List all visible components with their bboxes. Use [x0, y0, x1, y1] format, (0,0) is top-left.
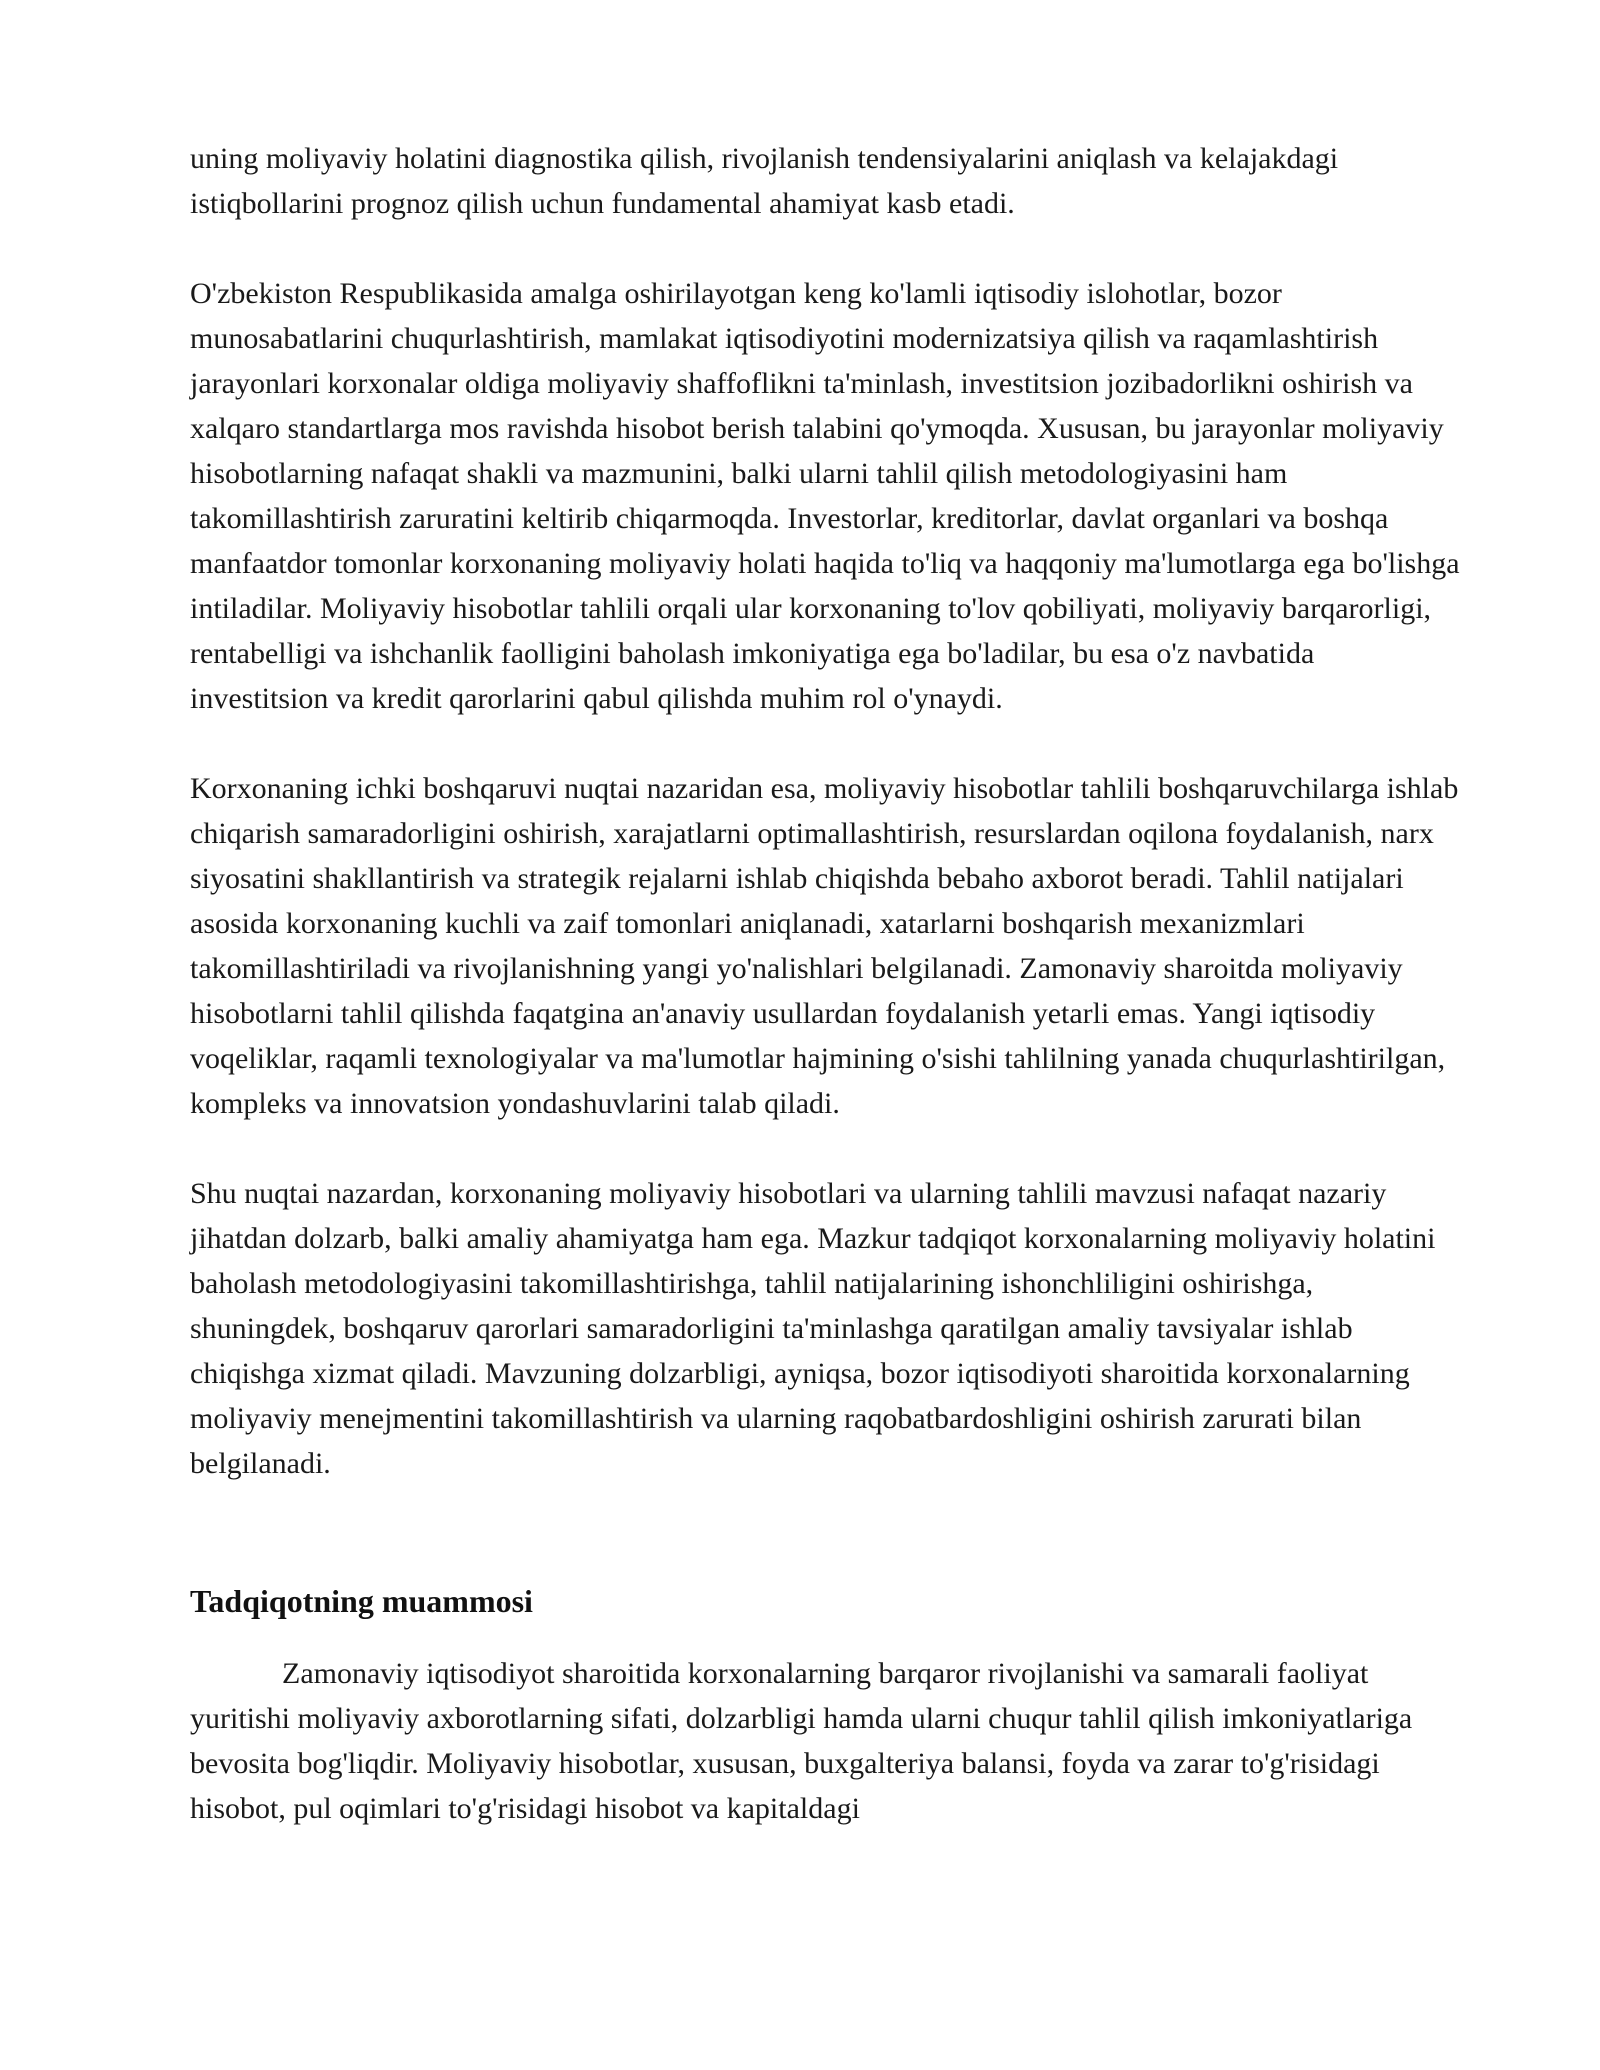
body-paragraph-4: Shu nuqtai nazardan, korxonaning moliyaviy hisobotlari va ularning tahlili mavzusi nafaqat nazariy jihatdan dolzarb, balki amaliy ahamiyatga ham ega. Mazkur tadqiqot korxonalarning moliyaviy holatini baholash metodologiyasini takomillashtirishga, tahlil natijalarining ishonchliligini oshirishga, shuningdek, boshqaruv qarorlari samaradorligini ta'minlashga qaratilgan amaliy tavsiyalar ishlab chiqishga xizmat qiladi. Mavzuning dolzarbligi, ayniqsa, bozor iqtisodiyoti sharoitida korxonalarning moliyaviy menejmentini takomillashtirish va ularning raqobatbardoshligini oshirish zarurati bilan belgilanadi. [190, 1177, 1436, 1480]
body-paragraph-2: O'zbekiston Respublikasida amalga oshirilayotgan keng ko'lamli iqtisodiy islohotlar, bozor munosabatlarini chuqurlashtirish, mamlakat iqtisodiyotini modernizatsiya qilish va raqamlashtirish jarayonlari korxonalar oldiga moliyaviy shaffoflikni ta'minlash, investitsion jozibadorlikni oshirish va xalqaro standartlarga mos ravishda hisobot berish talabini qo'ymoqda. Xususan, bu jarayonlar moliyaviy hisobotlarning nafaqat shakli va mazmunini, balki ularni tahlil qilish metodologiyasini ham takomillashtirish zaruratini keltirib chiqarmoqda. Investorlar, kreditorlar, davlat organlari va boshqa manfaatdor tomonlar korxonaning moliyaviy holati haqida to'liq va haqqoniy ma'lumotlarga ega bo'lishga intiladilar. Moliyaviy hisobotlar tahlili orqali ular korxonaning to'lov qobiliyati, moliyaviy barqarorligi, rentabelligi va ishchanlik faolligini baholash imkoniyatiga ega bo'ladilar, bu esa o'z navbatida investitsion va kredit qarorlarini qabul qilishda muhim rol o'ynaydi. [190, 277, 1460, 715]
section-heading: Tadqiqotning muammosi [190, 1583, 533, 1619]
body-paragraph-1: uning moliyaviy holatini diagnostika qilish, rivojlanish tendensiyalarini aniqlash va kelajakdagi istiqbollarini prognoz qilish uchun fundamental ahamiyat kasb etadi. [190, 142, 1339, 220]
body-paragraph-3: Korxonaning ichki boshqaruvi nuqtai nazaridan esa, moliyaviy hisobotlar tahlili boshqaruvchilarga ishlab chiqarish samaradorligini oshirish, xarajatlarni optimallashtirish, resurslardan oqilona foydalanish, narx siyosatini shakllantirish va strategik rejalarni ishlab chiqishda bebaho axborot beradi. Tahlil natijalari asosida korxonaning kuchli va zaif tomonlari aniqlanadi, xatarlarni boshqarish mexanizmlari takomillashtiriladi va rivojlanishning yangi yo'nalishlari belgilanadi. Zamonaviy sharoitda moliyaviy hisobotlarni tahlil qilishda faqatgina an'anaviy usullardan foydalanish yetarli emas. Yangi iqtisodiy voqeliklar, raqamli texnologiyalar va ma'lumotlar hajmining o'sishi tahlilning yanada chuqurlashtirilgan, kompleks va innovatsion yondashuvlarini talab qiladi. [190, 772, 1459, 1120]
section-paragraph: Zamonaviy iqtisodiyot sharoitida korxonalarning barqaror rivojlanishi va samarali faoliyat yuritishi moliyaviy axborotlarning sifati, dolzarbligi hamda ularni chuqur tahlil qilish imkoniyatlariga bevosita bog'liqdir. Moliyaviy hisobotlar, xususan, buxgalteriya balansi, foyda va zarar to'g'risidagi hisobot, pul oqimlari to'g'risidagi hisobot va kapitaldagi [190, 1657, 1413, 1825]
